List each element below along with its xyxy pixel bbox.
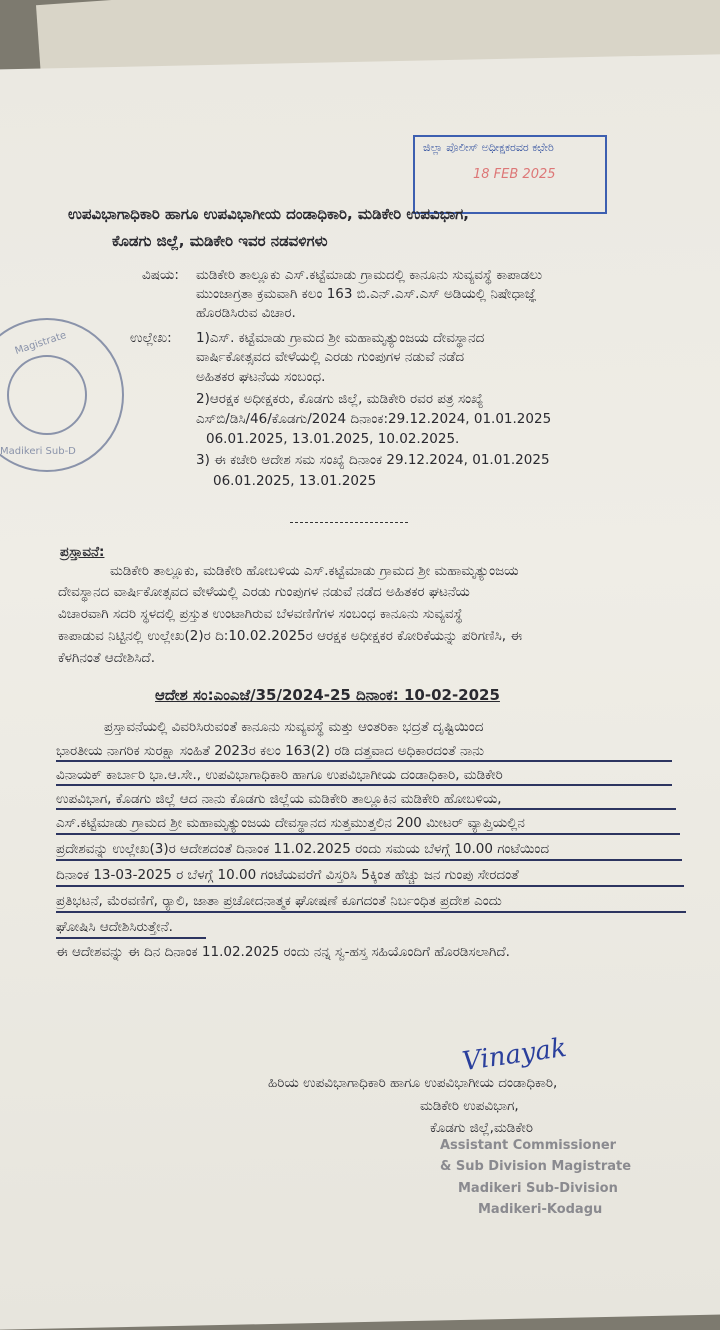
pen-underline: [56, 911, 686, 913]
reference-label: ಉಲ್ಲೇಖ:: [130, 330, 172, 346]
header-line-2: ಕೊಡಗು ಜಿಲ್ಲೆ, ಮಡಿಕೇರಿ ಇವರ ನಡವಳಿಗಳು: [112, 232, 328, 250]
seal-top-text: Magistrate: [13, 330, 68, 357]
order-body-line: ಪ್ರದೇಶವನ್ನು ಉಲ್ಲೇಖ(3)ರ ಆದೇಶದಂತೆ ದಿನಾಂಕ 11.02.2025 ರಂದು ಸಮಯ ಬೆಳಗ್ಗೆ 10.00 ಗಂಟೆಯಿಂದ: [56, 841, 550, 857]
preamble-line: ಕಾಪಾಡುವ ನಿಟ್ಟಿನಲ್ಲಿ ಉಲ್ಲೇಖ(2)ರ ದಿ:10.02.2025ರ ಆರಕ್ಷಕ ಅಧೀಕ್ಷಕರ ಕೋರಿಕೆಯನ್ನು ಪರಿಗಣಿಸಿ, ಈ: [58, 628, 523, 644]
stamp-date: 18 FEB 2025: [473, 167, 556, 182]
signatory-district: ಕೊಡಗು ಜಿಲ್ಲೆ,ಮಡಿಕೇರಿ: [430, 1120, 533, 1136]
reference-line: 3) ಈ ಕಚೇರಿ ಆದೇಶ ಸಮ ಸಂಖ್ಯೆ ದಿನಾಂಕ 29.12.2024, 01.01.2025: [196, 452, 550, 468]
preamble-label: ಪ್ರಸ್ತಾವನೆ:: [60, 544, 105, 560]
subject-line: ಮುಂಜಾಗ್ರತಾ ಕ್ರಮವಾಗಿ ಕಲಂ 163 ಬಿ.ಎನ್.ಎಸ್.ಎಸ್ ಅಡಿಯಲ್ಲಿ ನಿಷೇಧಾಜ್ಞೆ: [196, 286, 537, 302]
pen-underline: [56, 760, 672, 762]
order-body-line: ಉಪವಿಭಾಗ, ಕೊಡಗು ಜಿಲ್ಲೆ ಆದ ನಾನು ಕೊಡಗು ಜಿಲ್ಲೆಯ ಮಡಿಕೇರಿ ತಾಲ್ಲೂಕಿನ ಮಡಿಕೇರಿ ಹೋಬಳಿಯ,: [56, 791, 502, 807]
magistrate-seal: [0, 318, 124, 472]
office-received-stamp: [413, 135, 607, 214]
subject-line: ಮಡಿಕೇರಿ ತಾಲ್ಲೂಕು ಎಸ್.ಕಟ್ಟೆಮಾಡು ಗ್ರಾಮದಲ್ಲಿ ಕಾನೂನು ಸುವ್ಯವಸ್ಥೆ ಕಾಪಾಡಲು: [196, 267, 543, 283]
seal-emblem-icon: [7, 355, 87, 435]
order-body-line: ಪ್ರತಿಭಟನೆ, ಮೆರವಣಿಗೆ, ರ್‍ಯಾಲಿ, ಜಾತಾ ಪ್ರಚೋದನಾತ್ಮಕ ಘೋಷಣೆ ಕೂಗದಂತೆ ನಿರ್ಬಂಧಿತ ಪ್ರದೇಶ ಎಂದು: [56, 893, 502, 909]
seal-bottom-text: Madikeri Sub-D: [0, 446, 76, 457]
official-seal-line: Madikeri Sub-Division: [458, 1181, 618, 1196]
issue-line: ಈ ಆದೇಶವನ್ನು ಈ ದಿನ ದಿನಾಂಕ 11.02.2025 ರಂದು ನನ್ನ ಸ್ವ-ಹಸ್ತ ಸಹಿಯೊಂದಿಗೆ ಹೊರಡಿಸಲಾಗಿದೆ.: [56, 944, 510, 960]
official-seal-line: & Sub Division Magistrate: [440, 1159, 632, 1174]
reference-line: ವಾರ್ಷಿಕೋತ್ಸವದ ವೇಳೆಯಲ್ಲಿ ಎರಡು ಗುಂಪುಗಳ ನಡುವೆ ನಡೆದ: [196, 349, 465, 365]
order-body-line: ಪ್ರಸ್ತಾವನೆಯಲ್ಲಿ ವಿವರಿಸಿರುವಂತೆ ಕಾನೂನು ಸುವ್ಯವಸ್ಥೆ ಮತ್ತು ಆಂತರಿಕಾ ಭದ್ರತೆ ದೃಷ್ಟಿಯಿಂದ: [104, 719, 484, 735]
order-body-line: ಘೋಷಿಸಿ ಆದೇಶಿಸಿರುತ್ತೇನೆ.: [56, 919, 173, 935]
reference-line: 06.01.2025, 13.01.2025: [213, 473, 377, 489]
preamble-line: ಕೆಳಗಿನಂತೆ ಆದೇಶಿಸಿದೆ.: [58, 650, 155, 666]
official-seal-line: Madikeri-Kodagu: [478, 1202, 603, 1217]
reference-line: 1)ಎಸ್. ಕಟ್ಟೆಮಾಡು ಗ್ರಾಮದ ಶ್ರೀ ಮಹಾಮೃತ್ಯುಂಜಯ ದೇವಸ್ಥಾನದ: [196, 330, 485, 346]
reference-line: 2)ಆರಕ್ಷಕ ಅಧೀಕ್ಷಕರು, ಕೊಡಗು ಜಿಲ್ಲೆ, ಮಡಿಕೇರಿ ರವರ ಪತ್ರ ಸಂಖ್ಯೆ: [196, 391, 484, 407]
section-divider: [290, 522, 408, 523]
order-body-line: ವಿನಾಯಕ್ ಕಾರ್ಬಾರಿ ಭಾ.ಆ.ಸೇ., ಉಪವಿಭಾಗಾಧಿಕಾರಿ ಹಾಗೂ ಉಪವಿಭಾಗೀಯ ದಂಡಾಧಿಕಾರಿ, ಮಡಿಕೇರಿ: [56, 767, 503, 783]
official-seal-line: Assistant Commissioner: [440, 1138, 617, 1153]
order-heading: ಆದೇಶ ಸಂ:ಎಂಎಜೆ/35/2024-25 ದಿನಾಂಕ: 10-02-2025: [155, 686, 500, 704]
pen-underline: [56, 937, 206, 939]
signatory-designation: ಹಿರಿಯ ಉಪವಿಭಾಗಾಧಿಕಾರಿ ಹಾಗೂ ಉಪವಿಭಾಗೀಯ ದಂಡಾಧಿಕಾರಿ,: [268, 1075, 558, 1091]
reference-line: ಅಹಿತಕರ ಘಟನೆಯ ಸಂಬಂಧ.: [196, 369, 326, 385]
preamble-line: ವಿಚಾರವಾಗಿ ಸದರಿ ಸ್ಥಳದಲ್ಲಿ ಪ್ರಸ್ತುತ ಉಂಟಾಗಿರುವ ಬೆಳವಣಿಗೆಗಳ ಸಂಬಂಧ ಕಾನೂನು ಸುವ್ಯವಸ್ಥೆ: [58, 606, 463, 622]
pen-underline: [56, 885, 684, 887]
order-body-line: ಎಸ್.ಕಟ್ಟೆಮಾಡು ಗ್ರಾಮದ ಶ್ರೀ ಮಹಾಮೃತ್ಯುಂಜಯ ದೇವಸ್ಥಾನದ ಸುತ್ತಮುತ್ತಲಿನ 200 ಮೀಟರ್ ವ್ಯಾಪ್ತಿಯಲ್ಲಿನ: [56, 815, 525, 831]
header-line-1: ಉಪವಿಭಾಗಾಧಿಕಾರಿ ಹಾಗೂ ಉಪವಿಭಾಗೀಯ ದಂಡಾಧಿಕಾರಿ, ಮಡಿಕೇರಿ ಉಪವಿಭಾಗ,: [68, 205, 469, 223]
pen-underline: [56, 784, 672, 786]
stamp-title: ಜಿಲ್ಲಾ ಪೊಲೀಸ್ ಅಧೀಕ್ಷಕರವರ ಕಛೇರಿ: [423, 141, 554, 154]
reference-line: 06.01.2025, 13.01.2025, 10.02.2025.: [206, 431, 460, 447]
subject-label: ವಿಷಯ:: [142, 267, 179, 283]
reference-line: ಎಸ್‌ಬಿ/ಡಿಸಿ/46/ಕೊಡಗು/2024 ದಿನಾಂಕ:29.12.2024, 01.01.2025: [196, 411, 552, 427]
pen-underline: [56, 833, 680, 835]
pen-underline: [56, 859, 682, 861]
order-body-line: ದಿನಾಂಕ 13-03-2025 ರ ಬೆಳಗ್ಗೆ 10.00 ಗಂಟೆಯವರೆಗೆ ವಿಸ್ತರಿಸಿ 5ಕ್ಕಿಂತ ಹೆಚ್ಚು ಜನ ಗುಂಪು ಸೇರದಂತೆ: [56, 867, 519, 883]
subject-line: ಹೊರಡಿಸಿರುವ ವಿಚಾರ.: [196, 305, 296, 321]
pen-underline: [56, 808, 676, 810]
preamble-line: ದೇವಸ್ಥಾನದ ವಾರ್ಷಿಕೋತ್ಸವದ ವೇಳೆಯಲ್ಲಿ ಎರಡು ಗುಂಪುಗಳ ನಡುವೆ ನಡೆದ ಅಹಿತಕರ ಘಟನೆಯ: [58, 584, 470, 600]
preamble-line: ಮಡಿಕೇರಿ ತಾಲ್ಲೂಕು, ಮಡಿಕೇರಿ ಹೋಬಳಿಯ ಎಸ್.ಕಟ್ಟೆಮಾಡು ಗ್ರಾಮದ ಶ್ರೀ ಮಹಾಮೃತ್ಯುಂಜಯ: [110, 563, 519, 579]
handwritten-signature: Vinayak: [460, 1032, 569, 1078]
signatory-division: ಮಡಿಕೇರಿ ಉಪವಿಭಾಗ,: [420, 1098, 519, 1114]
order-body-line: ಭಾರತೀಯ ನಾಗರಿಕ ಸುರಕ್ಷಾ ಸಂಹಿತೆ 2023ರ ಕಲಂ 163(2) ರಡಿ ದತ್ತವಾದ ಅಧಿಕಾರದಂತೆ ನಾನು: [56, 743, 485, 759]
